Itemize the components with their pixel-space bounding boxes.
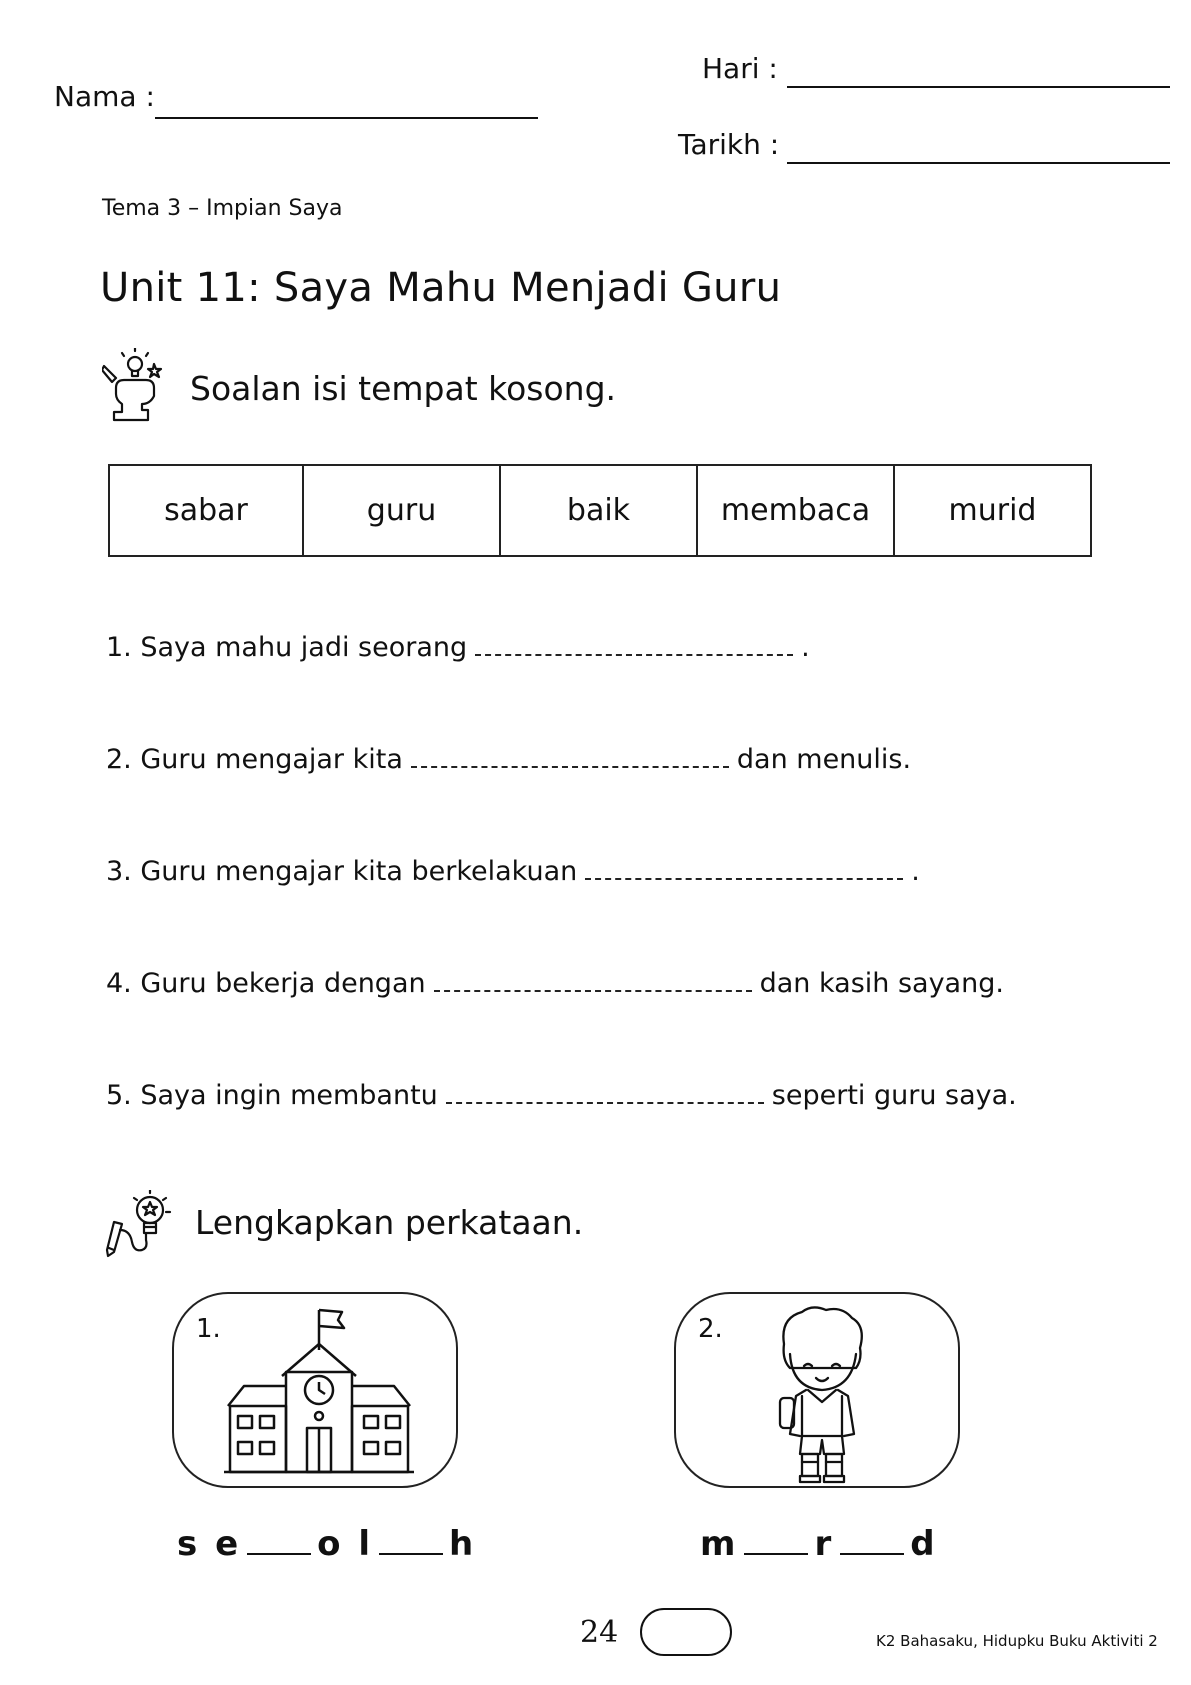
- question-text: 1. Saya mahu jadi seorang: [106, 632, 468, 663]
- answer-blank[interactable]: [475, 636, 793, 656]
- word-part: d: [910, 1524, 938, 1564]
- book-title: K2 Bahasaku, Hidupku Buku Aktiviti 2: [876, 1632, 1158, 1650]
- hari-field[interactable]: [787, 86, 1170, 88]
- schoolboy-icon: [772, 1304, 872, 1484]
- word-part: s e: [177, 1524, 242, 1564]
- tarikh-label: Tarikh :: [678, 128, 780, 161]
- question-1: [106, 632, 810, 663]
- question-text: 3. Guru mengajar kita berkelakuan: [106, 856, 578, 887]
- question-5: [106, 1080, 1017, 1111]
- word-part: r: [814, 1524, 835, 1564]
- hari-label: Hari :: [702, 52, 778, 85]
- card-number: 1.: [196, 1314, 221, 1344]
- question-text: dan menulis.: [736, 744, 912, 775]
- nama-label: Nama :: [54, 80, 155, 113]
- question-2: [106, 744, 911, 775]
- word-bank-cell: murid: [894, 465, 1091, 556]
- question-text: seperti guru saya.: [771, 1080, 1017, 1111]
- letter-blank[interactable]: [379, 1529, 443, 1555]
- word-part: h: [449, 1524, 477, 1564]
- card-number: 2.: [698, 1314, 723, 1344]
- word-part: o l: [317, 1524, 373, 1564]
- question-text: .: [911, 856, 920, 887]
- question-4: [106, 968, 1004, 999]
- word-bank-cell: baik: [500, 465, 697, 556]
- answer-blank[interactable]: [585, 860, 903, 880]
- page-number: 24: [580, 1615, 619, 1650]
- answer-blank[interactable]: [446, 1084, 764, 1104]
- picture-card-2: [674, 1292, 960, 1488]
- unit-title: Unit 11: Saya Mahu Menjadi Guru: [100, 265, 782, 311]
- page-oval: [640, 1608, 732, 1656]
- answer-blank[interactable]: [434, 972, 752, 992]
- question-3: [106, 856, 920, 887]
- answer-blank[interactable]: [411, 748, 729, 768]
- word-bank-cell: membaca: [697, 465, 894, 556]
- word-completion-1: [177, 1524, 476, 1564]
- question-text: 5. Saya ingin membantu: [106, 1080, 438, 1111]
- question-text: dan kasih sayang.: [759, 968, 1004, 999]
- question-text: 4. Guru bekerja dengan: [106, 968, 426, 999]
- pencil-lightbulb-icon: [104, 1190, 172, 1260]
- head-ideas-icon: [102, 348, 166, 424]
- letter-blank[interactable]: [744, 1529, 808, 1555]
- tarikh-field[interactable]: [787, 162, 1170, 164]
- word-part: m: [700, 1524, 739, 1564]
- picture-card-1: [172, 1292, 458, 1488]
- nama-field[interactable]: [155, 117, 538, 119]
- theme-label: Tema 3 – Impian Saya: [102, 196, 343, 221]
- word-completion-2: [700, 1524, 938, 1564]
- question-text: 2. Guru mengajar kita: [106, 744, 403, 775]
- section1-title: Soalan isi tempat kosong.: [190, 369, 617, 408]
- section2-title: Lengkapkan perkataan.: [195, 1203, 584, 1242]
- word-bank: [108, 464, 1092, 557]
- word-bank-cell: sabar: [109, 465, 303, 556]
- school-building-icon: [224, 1306, 414, 1476]
- question-text: .: [801, 632, 810, 663]
- letter-blank[interactable]: [247, 1529, 311, 1555]
- letter-blank[interactable]: [840, 1529, 904, 1555]
- word-bank-cell: guru: [303, 465, 500, 556]
